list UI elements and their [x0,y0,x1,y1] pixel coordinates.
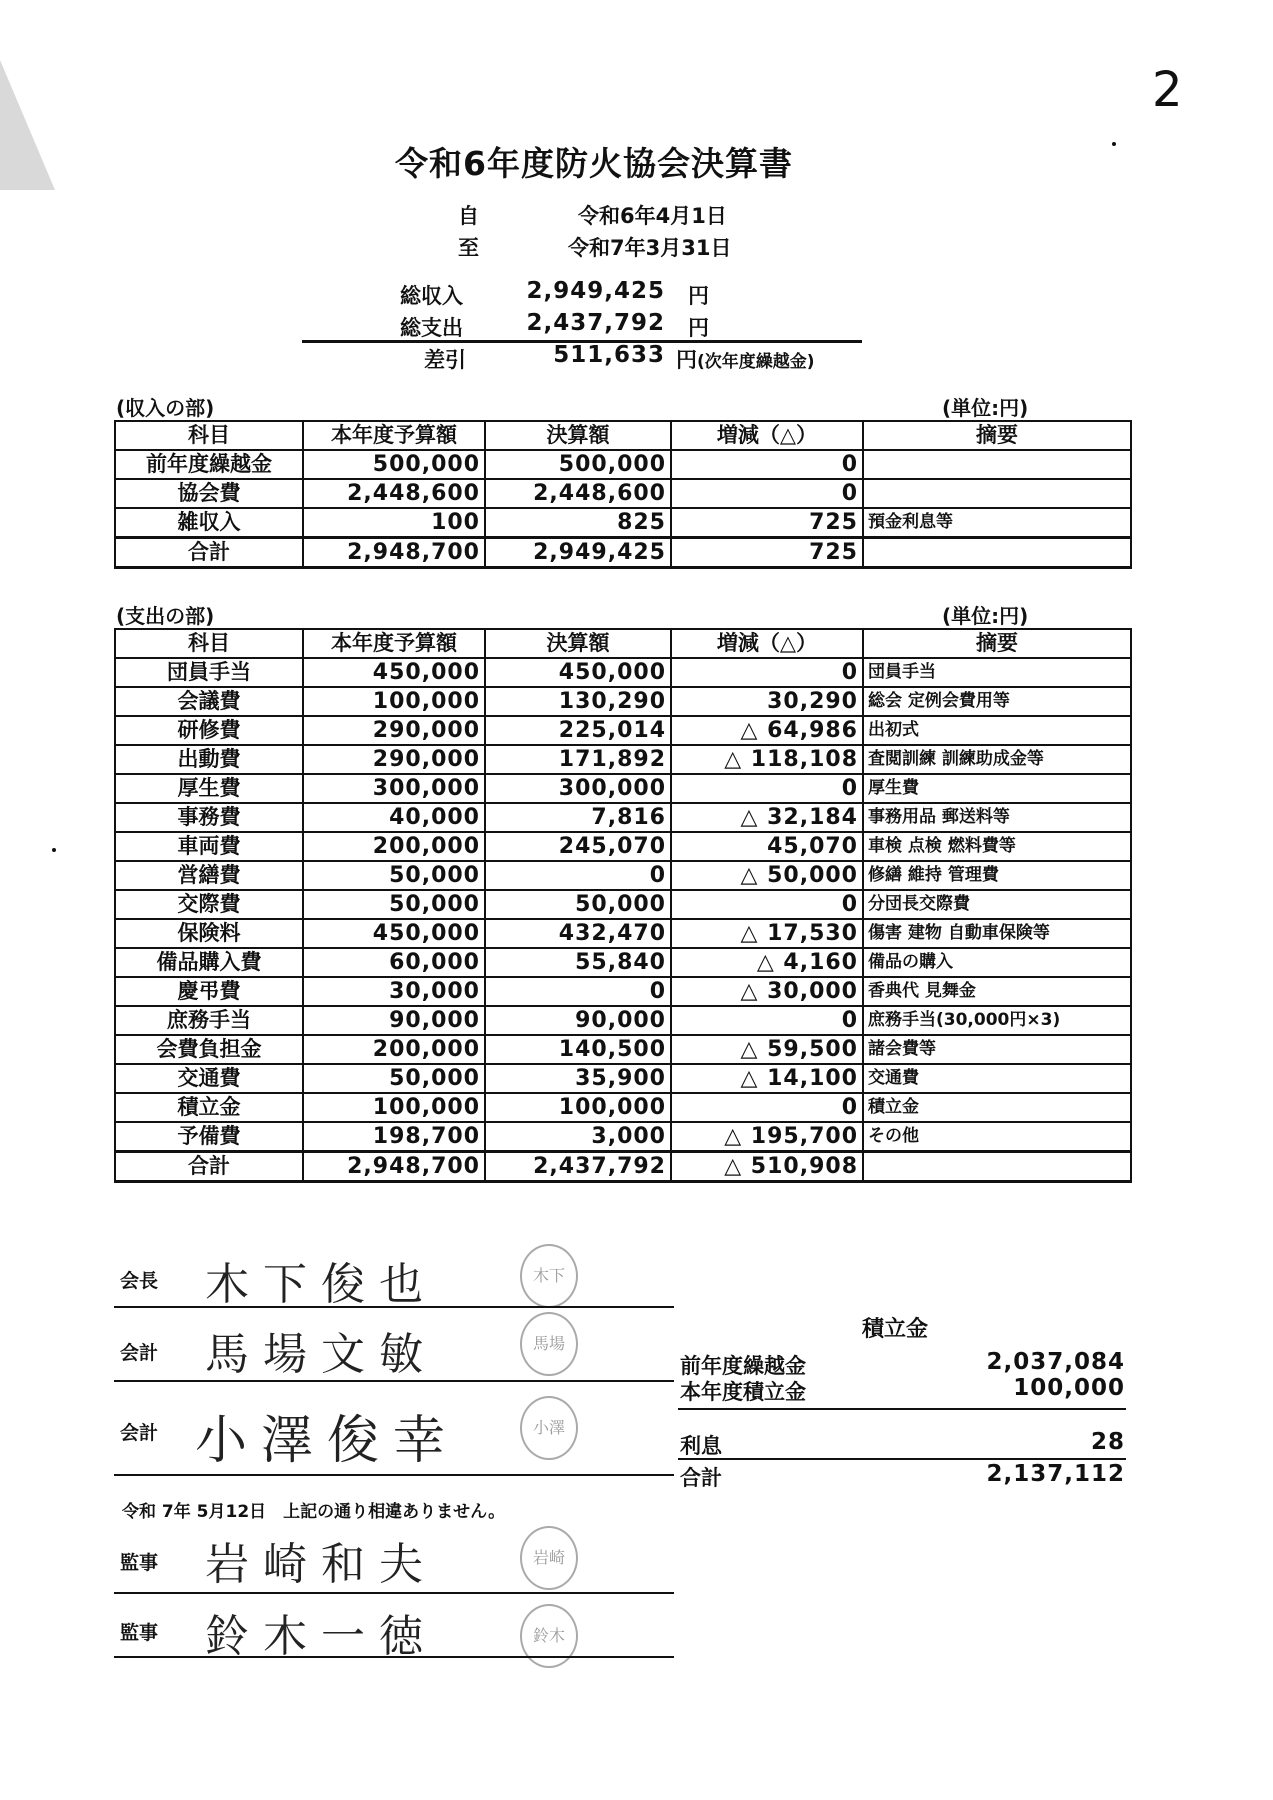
expense-cell: 総会 定例会費用等 [863,687,1131,716]
expense-cell: 130,290 [485,687,671,716]
expense-cell: 会費負担金 [115,1035,303,1064]
expense-cell: 傷害 建物 自動車保険等 [863,919,1131,948]
expense-cell: 0 [671,774,863,803]
income-header-cell: 本年度予算額 [303,421,485,450]
summary-balance-value: 511,633 [553,342,665,368]
expense-cell: 450,000 [485,658,671,687]
expense-cell: 450,000 [303,658,485,687]
summary-balance-unit: 円 [676,348,697,372]
summary-income-value: 2,949,425 [526,278,665,304]
expense-cell: 90,000 [303,1006,485,1035]
reserve-rule [678,1458,1126,1460]
expense-cell: 積立金 [863,1093,1131,1122]
period-to-date: 令和7年3月31日 [568,236,732,260]
expense-unit-label: (単位:円) [942,604,1029,628]
expense-cell: 交際費 [115,890,303,919]
expense-section-label: (支出の部) [116,604,215,628]
expense-row [115,1122,1131,1152]
expense-cell: 50,000 [485,890,671,919]
income-cell: 725 [671,538,863,568]
expense-row [115,890,1131,919]
expense-cell: 出初式 [863,716,1131,745]
expense-row [115,832,1131,861]
expense-cell: 交通費 [863,1064,1131,1093]
expense-cell: △ 17,530 [671,919,863,948]
expense-cell: 保険料 [115,919,303,948]
reserve-label: 利息 [680,1434,722,1458]
expense-cell: △ 30,000 [671,977,863,1006]
expense-row [115,745,1131,774]
expense-cell: 慶弔費 [115,977,303,1006]
summary-expense-value: 2,437,792 [526,310,665,336]
expense-cell: 合計 [115,1152,303,1182]
expense-cell: 200,000 [303,832,485,861]
reserve-title: 積立金 [862,1317,929,1342]
signature-role: 会計 [120,1342,159,1364]
income-cell: 雑収入 [115,508,303,538]
expense-row [115,919,1131,948]
expense-row [115,1064,1131,1093]
expense-cell: 0 [485,861,671,890]
expense-cell: 厚生費 [115,774,303,803]
expense-cell: 245,070 [485,832,671,861]
income-cell: 2,948,700 [303,538,485,568]
income-cell: 500,000 [485,450,671,479]
reserve-value: 2,037,084 [986,1349,1125,1375]
signature-line [114,1380,674,1382]
signature-role: 会計 [120,1422,159,1444]
signature-handwritten-name: 木下俊也 [205,1259,437,1310]
expense-cell: 60,000 [303,948,485,977]
confirmation-statement: 令和 7年 5月12日 上記の通り相違ありません。 [122,1502,506,1522]
income-section-label: (収入の部) [116,396,215,420]
expense-cell: △ 4,160 [671,948,863,977]
expense-cell: 55,840 [485,948,671,977]
expense-cell: 車検 点検 燃料費等 [863,832,1131,861]
expense-row [115,1035,1131,1064]
expense-cell: 290,000 [303,716,485,745]
expense-row [115,716,1131,745]
expense-cell [863,1152,1131,1182]
expense-header-row [115,629,1131,658]
expense-cell: 300,000 [303,774,485,803]
expense-cell: 団員手当 [863,658,1131,687]
scan-corner-shadow [0,60,55,190]
expense-cell: 290,000 [303,745,485,774]
expense-cell: 分団長交際費 [863,890,1131,919]
expense-table [114,628,1132,1183]
expense-cell: その他 [863,1122,1131,1152]
expense-cell: 査閲訓練 訓練助成金等 [863,745,1131,774]
signature-line [114,1592,674,1594]
expense-cell: △ 32,184 [671,803,863,832]
expense-total-row [115,1152,1131,1182]
expense-cell: △ 118,108 [671,745,863,774]
summary-income-label: 総収入 [400,284,463,308]
document-title: 令和6年度防火協会決算書 [395,144,793,183]
expense-row [115,861,1131,890]
summary-balance-note: (次年度繰越金) [697,352,815,372]
summary-income-unit: 円 [688,284,709,308]
expense-row [115,1093,1131,1122]
income-row [115,450,1131,479]
reserve-total-value: 2,137,112 [986,1461,1125,1487]
expense-row [115,1006,1131,1035]
scan-speck [1112,142,1116,146]
expense-cell: 2,437,792 [485,1152,671,1182]
expense-header-cell: 摘要 [863,629,1131,658]
expense-row [115,977,1131,1006]
period-from-label: 自 [458,204,479,228]
expense-cell: 事務費 [115,803,303,832]
expense-cell: △ 510,908 [671,1152,863,1182]
expense-cell: 432,470 [485,919,671,948]
expense-cell: 備品購入費 [115,948,303,977]
signature-line [114,1474,674,1476]
expense-header-cell: 科目 [115,629,303,658]
signature-role: 会長 [120,1270,159,1292]
income-header-cell: 増減（△） [671,421,863,450]
expense-cell: 諸会費等 [863,1035,1131,1064]
expense-cell: 100,000 [303,687,485,716]
expense-cell: 35,900 [485,1064,671,1093]
signature-seal: 馬場 [520,1312,578,1376]
signature-handwritten-name: 馬場文敏 [205,1329,437,1380]
income-cell: 協会費 [115,479,303,508]
expense-cell: 備品の購入 [863,948,1131,977]
signature-line [114,1306,674,1308]
expense-row [115,658,1131,687]
expense-cell: 45,070 [671,832,863,861]
expense-cell: 事務用品 郵送料等 [863,803,1131,832]
expense-row [115,948,1131,977]
auditor-role: 監事 [120,1552,159,1574]
expense-cell: 171,892 [485,745,671,774]
income-total-row [115,538,1131,568]
expense-cell: 車両費 [115,832,303,861]
income-cell: 2,448,600 [485,479,671,508]
auditor-seal: 鈴木 [520,1604,578,1668]
expense-cell: △ 64,986 [671,716,863,745]
income-cell [863,538,1131,568]
auditor-seal: 岩崎 [520,1526,578,1590]
expense-cell: △ 59,500 [671,1035,863,1064]
auditor-role: 監事 [120,1622,159,1644]
income-cell: 0 [671,450,863,479]
reserve-total-label: 合計 [680,1466,722,1490]
income-cell: 2,448,600 [303,479,485,508]
expense-cell: 営繕費 [115,861,303,890]
income-cell: 500,000 [303,450,485,479]
expense-cell: 3,000 [485,1122,671,1152]
expense-cell: 50,000 [303,890,485,919]
expense-cell: △ 50,000 [671,861,863,890]
income-header-cell: 科目 [115,421,303,450]
expense-cell: 450,000 [303,919,485,948]
expense-cell: 交通費 [115,1064,303,1093]
income-cell: 0 [671,479,863,508]
income-row [115,479,1131,508]
period-to-label: 至 [458,236,479,260]
expense-cell: 予備費 [115,1122,303,1152]
expense-cell: 90,000 [485,1006,671,1035]
expense-cell: 100,000 [485,1093,671,1122]
period-from-date: 令和6年4月1日 [578,204,727,228]
expense-cell: 50,000 [303,1064,485,1093]
expense-cell: 0 [671,1006,863,1035]
income-cell: 前年度繰越金 [115,450,303,479]
expense-cell: 200,000 [303,1035,485,1064]
expense-cell: 225,014 [485,716,671,745]
summary-expense-label: 総支出 [400,316,463,340]
summary-expense-unit: 円 [688,316,709,340]
expense-cell: 0 [671,658,863,687]
reserve-value: 28 [1090,1429,1125,1455]
income-cell: 2,949,425 [485,538,671,568]
income-cell: 預金利息等 [863,508,1131,538]
income-row [115,508,1131,538]
income-header-cell: 決算額 [485,421,671,450]
expense-row [115,774,1131,803]
reserve-label: 本年度積立金 [680,1380,806,1404]
page-number: 2 [1152,62,1183,118]
expense-cell: 140,500 [485,1035,671,1064]
expense-cell: 300,000 [485,774,671,803]
signature-seal: 木下 [520,1244,578,1308]
expense-cell: 香典代 見舞金 [863,977,1131,1006]
expense-cell: 0 [671,890,863,919]
expense-cell: 団員手当 [115,658,303,687]
signature-line [114,1656,674,1658]
summary-balance-unit-note [676,344,815,374]
income-header-cell: 摘要 [863,421,1131,450]
expense-cell: △ 195,700 [671,1122,863,1152]
auditor-handwritten-name: 岩崎和夫 [205,1539,437,1590]
expense-cell: 30,290 [671,687,863,716]
expense-cell: 会議費 [115,687,303,716]
expense-cell: 厚生費 [863,774,1131,803]
expense-header-cell: 決算額 [485,629,671,658]
signature-handwritten-name: 小澤俊幸 [195,1411,460,1471]
expense-row [115,687,1131,716]
summary-balance-label: 差引 [424,348,466,372]
expense-cell: 庶務手当(30,000円×3) [863,1006,1131,1035]
expense-cell: 7,816 [485,803,671,832]
reserve-value: 100,000 [1013,1375,1125,1401]
expense-cell: 40,000 [303,803,485,832]
income-header-row [115,421,1131,450]
expense-header-cell: 本年度予算額 [303,629,485,658]
income-table [114,420,1132,569]
income-cell [863,450,1131,479]
expense-cell: 出動費 [115,745,303,774]
auditor-handwritten-name: 鈴木一徳 [205,1611,437,1662]
income-cell: 100 [303,508,485,538]
expense-cell: 研修費 [115,716,303,745]
reserve-rule [678,1408,1126,1410]
income-unit-label: (単位:円) [942,396,1029,420]
signature-seal: 小澤 [520,1396,578,1460]
reserve-label: 前年度繰越金 [680,1354,806,1378]
expense-cell: 修繕 維持 管理費 [863,861,1131,890]
expense-cell: 0 [485,977,671,1006]
income-cell [863,479,1131,508]
expense-cell: 50,000 [303,861,485,890]
income-cell: 825 [485,508,671,538]
expense-cell: 庶務手当 [115,1006,303,1035]
expense-cell: 0 [671,1093,863,1122]
income-cell: 725 [671,508,863,538]
expense-cell: 198,700 [303,1122,485,1152]
expense-row [115,803,1131,832]
expense-cell: 100,000 [303,1093,485,1122]
expense-cell: 2,948,700 [303,1152,485,1182]
expense-header-cell: 増減（△） [671,629,863,658]
scan-speck [52,848,56,852]
expense-cell: 積立金 [115,1093,303,1122]
expense-cell: 30,000 [303,977,485,1006]
income-cell: 合計 [115,538,303,568]
expense-cell: △ 14,100 [671,1064,863,1093]
